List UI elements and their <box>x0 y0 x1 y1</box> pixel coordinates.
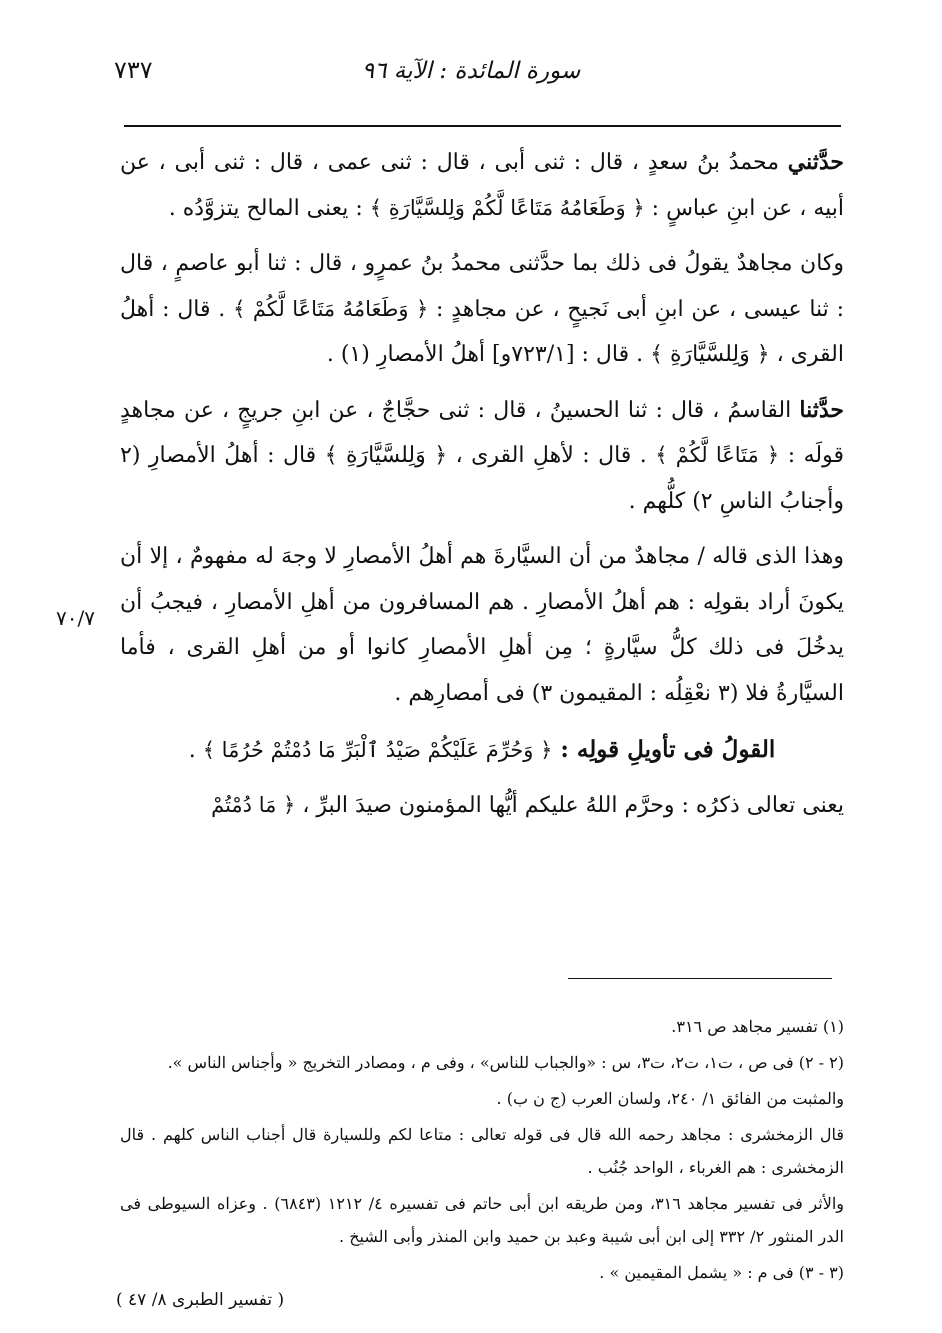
paragraph-lead: حدَّثنا <box>799 396 844 423</box>
paragraph-tail: . قال : أهلُ القرى ، ﴿ وَلِلسَّيَّارَةِ ﴾ . قال : [٧٢٣/١و] أهلُ الأمصارِ (١) . <box>120 296 844 367</box>
footnote: (٣ - ٣) فى م : « يشمل المقيمين » . <box>599 1263 844 1282</box>
main-text <box>120 140 844 839</box>
paragraph-text: يعنى تعالى ذكرُه : وحرَّم اللهُ عليكم أيُّها المؤمنون صيدَ البرِّ ، <box>295 793 844 818</box>
quran-quote: ﴿ وَحُرِّمَ عَلَيْكُمْ صَيْدُ ٱلْبَرِّ مَا دُمْتُمْ حُرُمًا ﴾ <box>202 738 553 762</box>
footnotes <box>120 1010 844 1292</box>
paragraph-tail: : يعنى المالح يتزوَّدُه . <box>168 195 370 221</box>
footnote: (١) تفسير مجاهد ص ٣١٦. <box>671 1017 844 1036</box>
volume-signature: ( تفسير الطبرى ٨/ ٤٧ ) <box>116 1290 285 1310</box>
quran-quote: ﴿ مَتَاعًا لَّكُمْ ﴾ <box>655 443 780 467</box>
header-rule <box>124 125 841 127</box>
heading-tail: . <box>188 738 203 763</box>
footnote: والمثبت من الفائق ١/ ٢٤٠، ولسان العرب (ج ن ب) . <box>496 1089 844 1108</box>
quran-quote: ﴿ وَطَعَامُهُ مَتَاعًا لَّكُمْ ﴾ <box>233 296 429 321</box>
paragraph-5 <box>120 783 844 829</box>
paragraph-tail: . قال : لأهلِ القرى ، ﴿ وَلِلسَّيَّارَةِ ﴾ قال : أهلُ الأمصارِ (٢ وأجنابُ الناسِ ٢) كلُّهم . <box>120 443 844 514</box>
footnote-rule <box>568 978 832 979</box>
paragraph-3 <box>120 388 844 525</box>
paragraph-2 <box>120 241 844 378</box>
page-header <box>110 52 832 92</box>
paragraph-text: القاسمُ ، قال : ثنا الحسينُ ، قال : ثنى حجَّاجٌ ، عن ابنِ جريجٍ ، عن مجاهدٍ قولَه : <box>120 397 844 468</box>
section-heading <box>120 726 844 775</box>
running-title: سورة المائدة : الآية ٩٦ <box>361 58 581 84</box>
footnote: والأثر فى تفسير مجاهد ٣١٦، ومن طريقه ابن أبى حاتم فى تفسيره ٤/ ١٢١٢ (٦٨٤٣) . وعزاه السيوطى فى الدر المنثور ٢/ ٣٣٢ إلى ابن أبى شيبة وعبد بن حميد وابن المنذر وأبى الشيخ . <box>120 1194 845 1246</box>
paragraph-4 <box>120 534 844 716</box>
paragraph-lead: حدَّثني <box>787 149 845 175</box>
paragraph-text: وهذا الذى قاله / مجاهدٌ من أن السيَّارةَ هم أهلُ الأمصارِ لا وجهَ له مفهومٌ ، إلا أن يكونَ أراد بقولِه : هم أهلُ الأمصارِ . هم المسافرون من أهلِ الأمصارِ ، فيجبُ أن يدخُلَ فى ذلك كلُّ سيَّارةٍ ؛ مِن أهلِ الأمصارِ كانوا أو من أهلِ القرى ، فأما السيَّارةُ فلا (٣ نعْقِلُه : المقيمون ٣) فى أمصارِهم . <box>120 544 844 706</box>
quran-quote: ﴿ مَا دُمْتُمْ <box>211 793 296 817</box>
margin-reference: ٧٠/٧ <box>56 606 95 630</box>
page-number: ٧٣٧ <box>114 56 153 84</box>
paragraph-1 <box>120 140 844 231</box>
quran-quote: ﴿ وَطَعَامُهُ مَتَاعًا لَّكُمْ وَلِلسَّيَّارَةِ ﴾ <box>369 195 645 220</box>
heading-lead: القولُ فى تأويلِ قولِه : <box>552 736 776 763</box>
paragraph-text: وكان مجاهدٌ يقولُ فى ذلك بما حدَّثنى محمدُ بنُ عمرٍو ، قال : ثنا أبو عاصمٍ ، قال : ثنا عيسى ، عن ابنِ أبى نَجيحٍ ، عن مجاهدٍ : <box>120 251 844 322</box>
paragraph-text: محمدُ بنُ سعدٍ ، قال : ثنى أبى ، قال : ثنى عمى ، قال : ثنى أبى ، عن أبيه ، عن ابنِ عباسٍ : <box>120 150 844 221</box>
footnote: قال الزمخشرى : مجاهد رحمه الله قال فى قوله تعالى : متاعا لكم وللسيارة قال أجناب الناس كلهم . قال الزمخشرى : هم الغرباء ، الواحد جُنُب . <box>120 1125 844 1177</box>
footnote: (٢ - ٢) فى ص ، ت١، ت٢، ت٣، س : «والجباب للناس» ، وفى م ، ومصادر التخريج « وأجناس الناس ». <box>167 1053 844 1072</box>
